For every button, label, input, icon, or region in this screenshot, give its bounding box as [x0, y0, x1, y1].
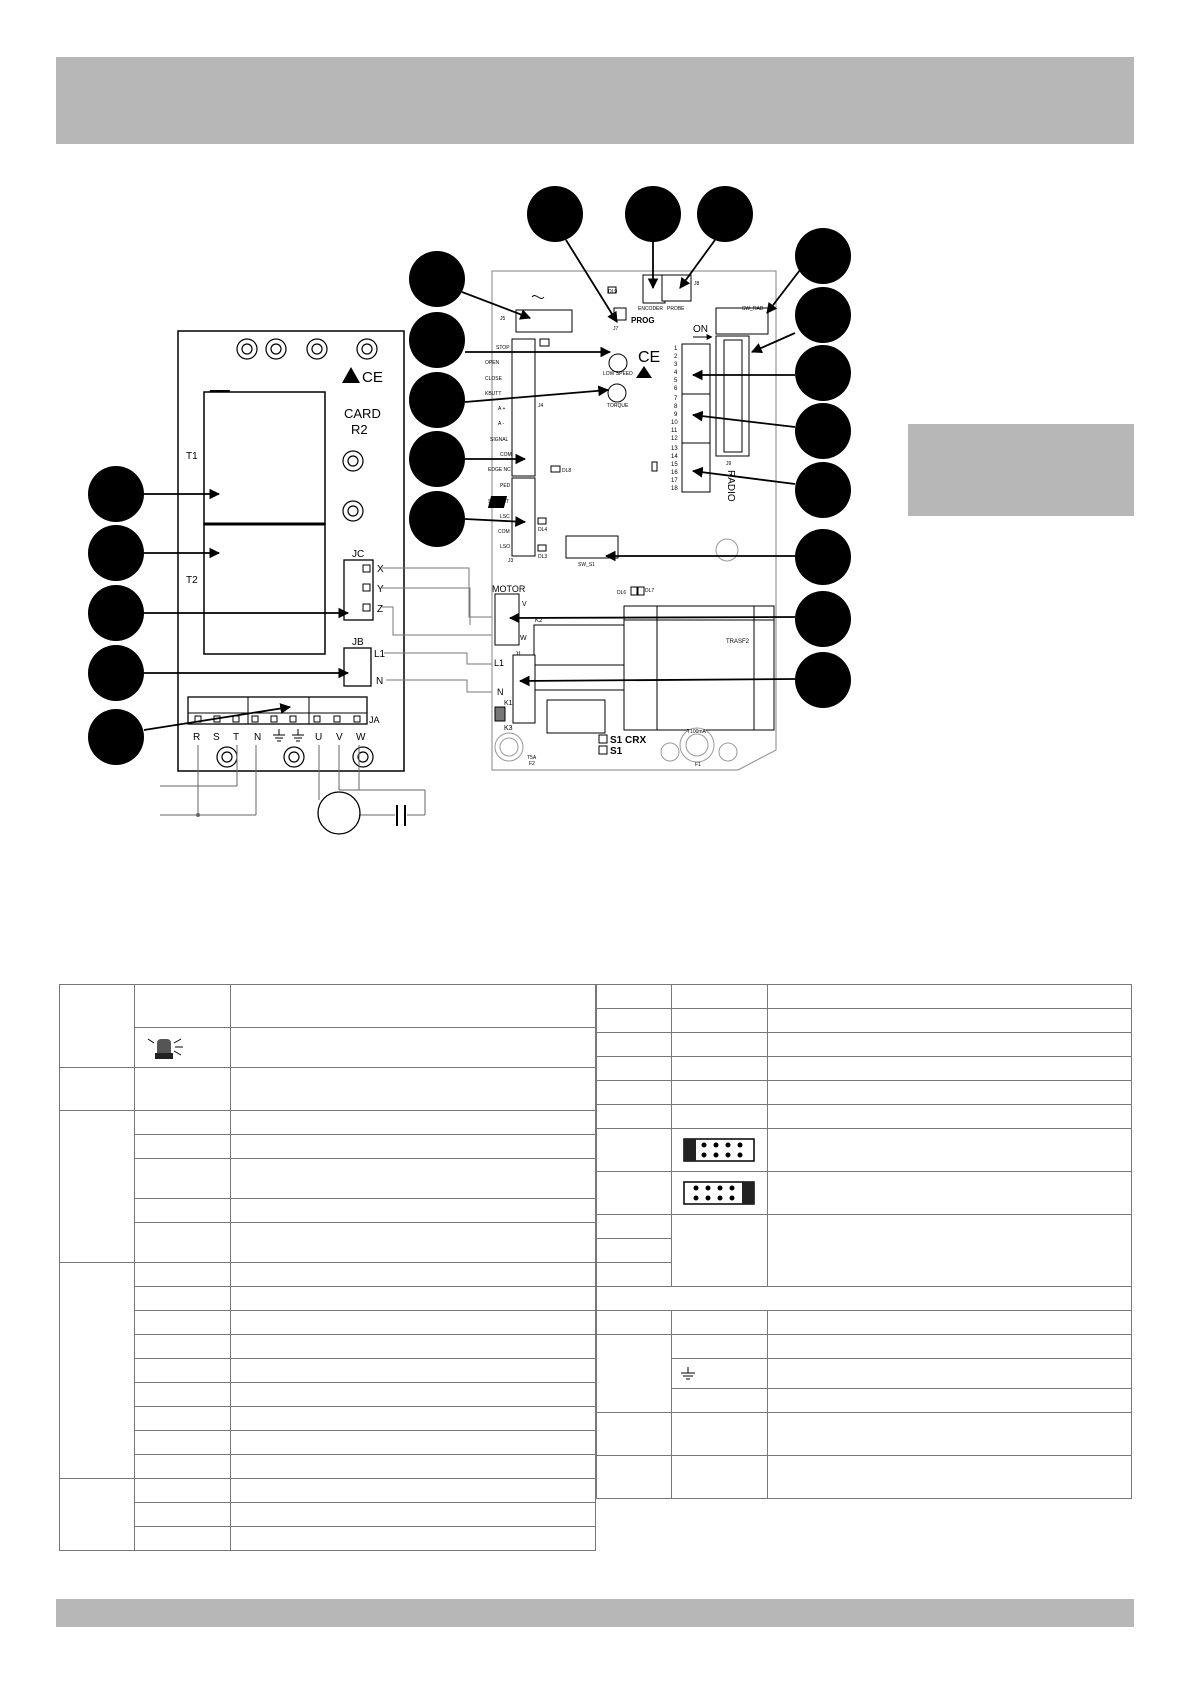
r2-card [178, 331, 404, 771]
low-speed-label: LOW SPEED [603, 371, 633, 377]
r2-card-label: CARD [344, 406, 381, 421]
svg-text:12: 12 [671, 436, 678, 442]
svg-text:Sic TEST: Sic TEST [488, 499, 510, 505]
flashing-lamp-icon [135, 1033, 195, 1063]
jb-pin-l1: L1 [374, 649, 386, 660]
footer-bar [56, 1599, 1134, 1627]
k2-label: K2 [535, 618, 543, 624]
j3-label: J3 [508, 558, 514, 564]
probe-label: PROBE [667, 306, 685, 312]
svg-text:CE: CE [638, 349, 661, 366]
sw-s1-label: SW_S1 [578, 562, 595, 568]
s1-crx-label: S1 CRX [610, 735, 647, 746]
motor-pin-w: W [520, 635, 527, 642]
svg-text:4: 4 [674, 370, 678, 376]
svg-text:17: 17 [671, 478, 678, 484]
j8-label: J8 [694, 281, 700, 287]
ja-label: JA [369, 715, 380, 725]
sw-rad-label: SW_RAD [742, 306, 764, 312]
j9-label: J9 [726, 461, 732, 467]
ja-terminal-s: S [213, 732, 220, 743]
radio-label: RADIO [725, 470, 736, 502]
svg-text:KBUTT: KBUTT [485, 391, 502, 397]
svg-text:13: 13 [671, 446, 678, 452]
svg-text:EDGE NC: EDGE NC [488, 467, 511, 473]
ja-terminal-r: R [193, 732, 201, 743]
svg-text:14: 14 [671, 454, 678, 460]
jc-pin-z: Z [377, 604, 384, 615]
k1-label: K1 [504, 700, 513, 707]
svg-text:15: 15 [671, 462, 678, 468]
svg-text:11: 11 [671, 428, 678, 434]
torque-label: TORQUE [607, 403, 629, 409]
jumper-block-left-icon [679, 1136, 759, 1164]
t100ma-label: T100mA [687, 729, 706, 735]
svg-text:LSC: LSC [500, 514, 510, 520]
dip-on-label: ON [693, 324, 708, 335]
s1-label: S1 [610, 746, 623, 757]
f2-label: F2 [529, 761, 535, 767]
dl9-label: DL9 [608, 289, 618, 295]
t5a-label: T5A [527, 755, 537, 761]
j5-label: J5 [500, 316, 506, 322]
ja-terminal-u: U [315, 732, 323, 743]
svg-text:LSO: LSO [500, 544, 511, 550]
svg-text:5: 5 [674, 378, 678, 384]
svg-text:18: 18 [671, 486, 678, 492]
svg-text:3: 3 [674, 362, 678, 368]
svg-text:STOP: STOP [496, 345, 510, 351]
svg-text:CLOSE: CLOSE [485, 376, 502, 382]
svg-text:PED: PED [500, 483, 511, 489]
left-terminal-table [59, 984, 596, 1551]
t2-label: T2 [186, 575, 198, 586]
svg-text:9: 9 [674, 412, 678, 418]
prog-label: PROG [631, 316, 655, 325]
jb-label: JB [352, 637, 364, 648]
svg-text:SIGNAL: SIGNAL [490, 437, 509, 443]
r2-card-model: R2 [351, 422, 368, 437]
jc-pin-x: X [377, 564, 384, 575]
motor-pin-v: V [522, 601, 527, 608]
board-l1-label: L1 [494, 658, 505, 668]
right-terminal-table [596, 984, 1132, 1499]
motor-label: MOTOR [492, 584, 526, 594]
svg-text:A +: A + [498, 406, 506, 412]
svg-text:7: 7 [674, 396, 678, 402]
dl6-label: DL6 [617, 590, 627, 596]
j7-label: J7 [613, 326, 619, 332]
svg-text:16: 16 [671, 470, 678, 476]
earth-ground-icon [678, 1365, 698, 1383]
ja-terminal-n: N [254, 732, 262, 743]
svg-text:OPEN: OPEN [485, 360, 500, 366]
svg-text:CE: CE [362, 369, 383, 386]
board-n-label: N [497, 687, 504, 697]
svg-text:1: 1 [674, 346, 678, 352]
t1-label: T1 [186, 451, 198, 462]
svg-text:2: 2 [674, 354, 678, 360]
svg-text:8: 8 [674, 404, 678, 410]
jc-label: JC [352, 549, 365, 560]
dl3-label: DL3 [538, 554, 548, 560]
svg-text:COM: COM [498, 529, 510, 535]
main-control-board [485, 271, 776, 770]
svg-text:COM: COM [500, 452, 512, 458]
svg-text:A -: A - [498, 421, 505, 427]
ja-terminal-w: W [356, 732, 366, 743]
dl8-label: DL8 [562, 468, 572, 474]
svg-text:10: 10 [671, 420, 678, 426]
svg-text:6: 6 [674, 386, 678, 392]
dl4-label: DL4 [538, 527, 548, 533]
f1-label: F1 [695, 762, 701, 768]
jb-pin-n: N [376, 676, 384, 687]
k3-label: K3 [504, 725, 513, 732]
dl7-label: DL7 [645, 588, 655, 594]
trasf2-label: TRASF2 [726, 639, 750, 645]
ja-terminal-v: V [336, 732, 343, 743]
jc-pin-y: Y [377, 584, 384, 595]
encoder-label: ENCODER [638, 306, 664, 312]
jumper-block-right-icon [679, 1179, 759, 1207]
j4-label: J4 [538, 403, 544, 409]
ja-terminal-t: T [233, 732, 240, 743]
